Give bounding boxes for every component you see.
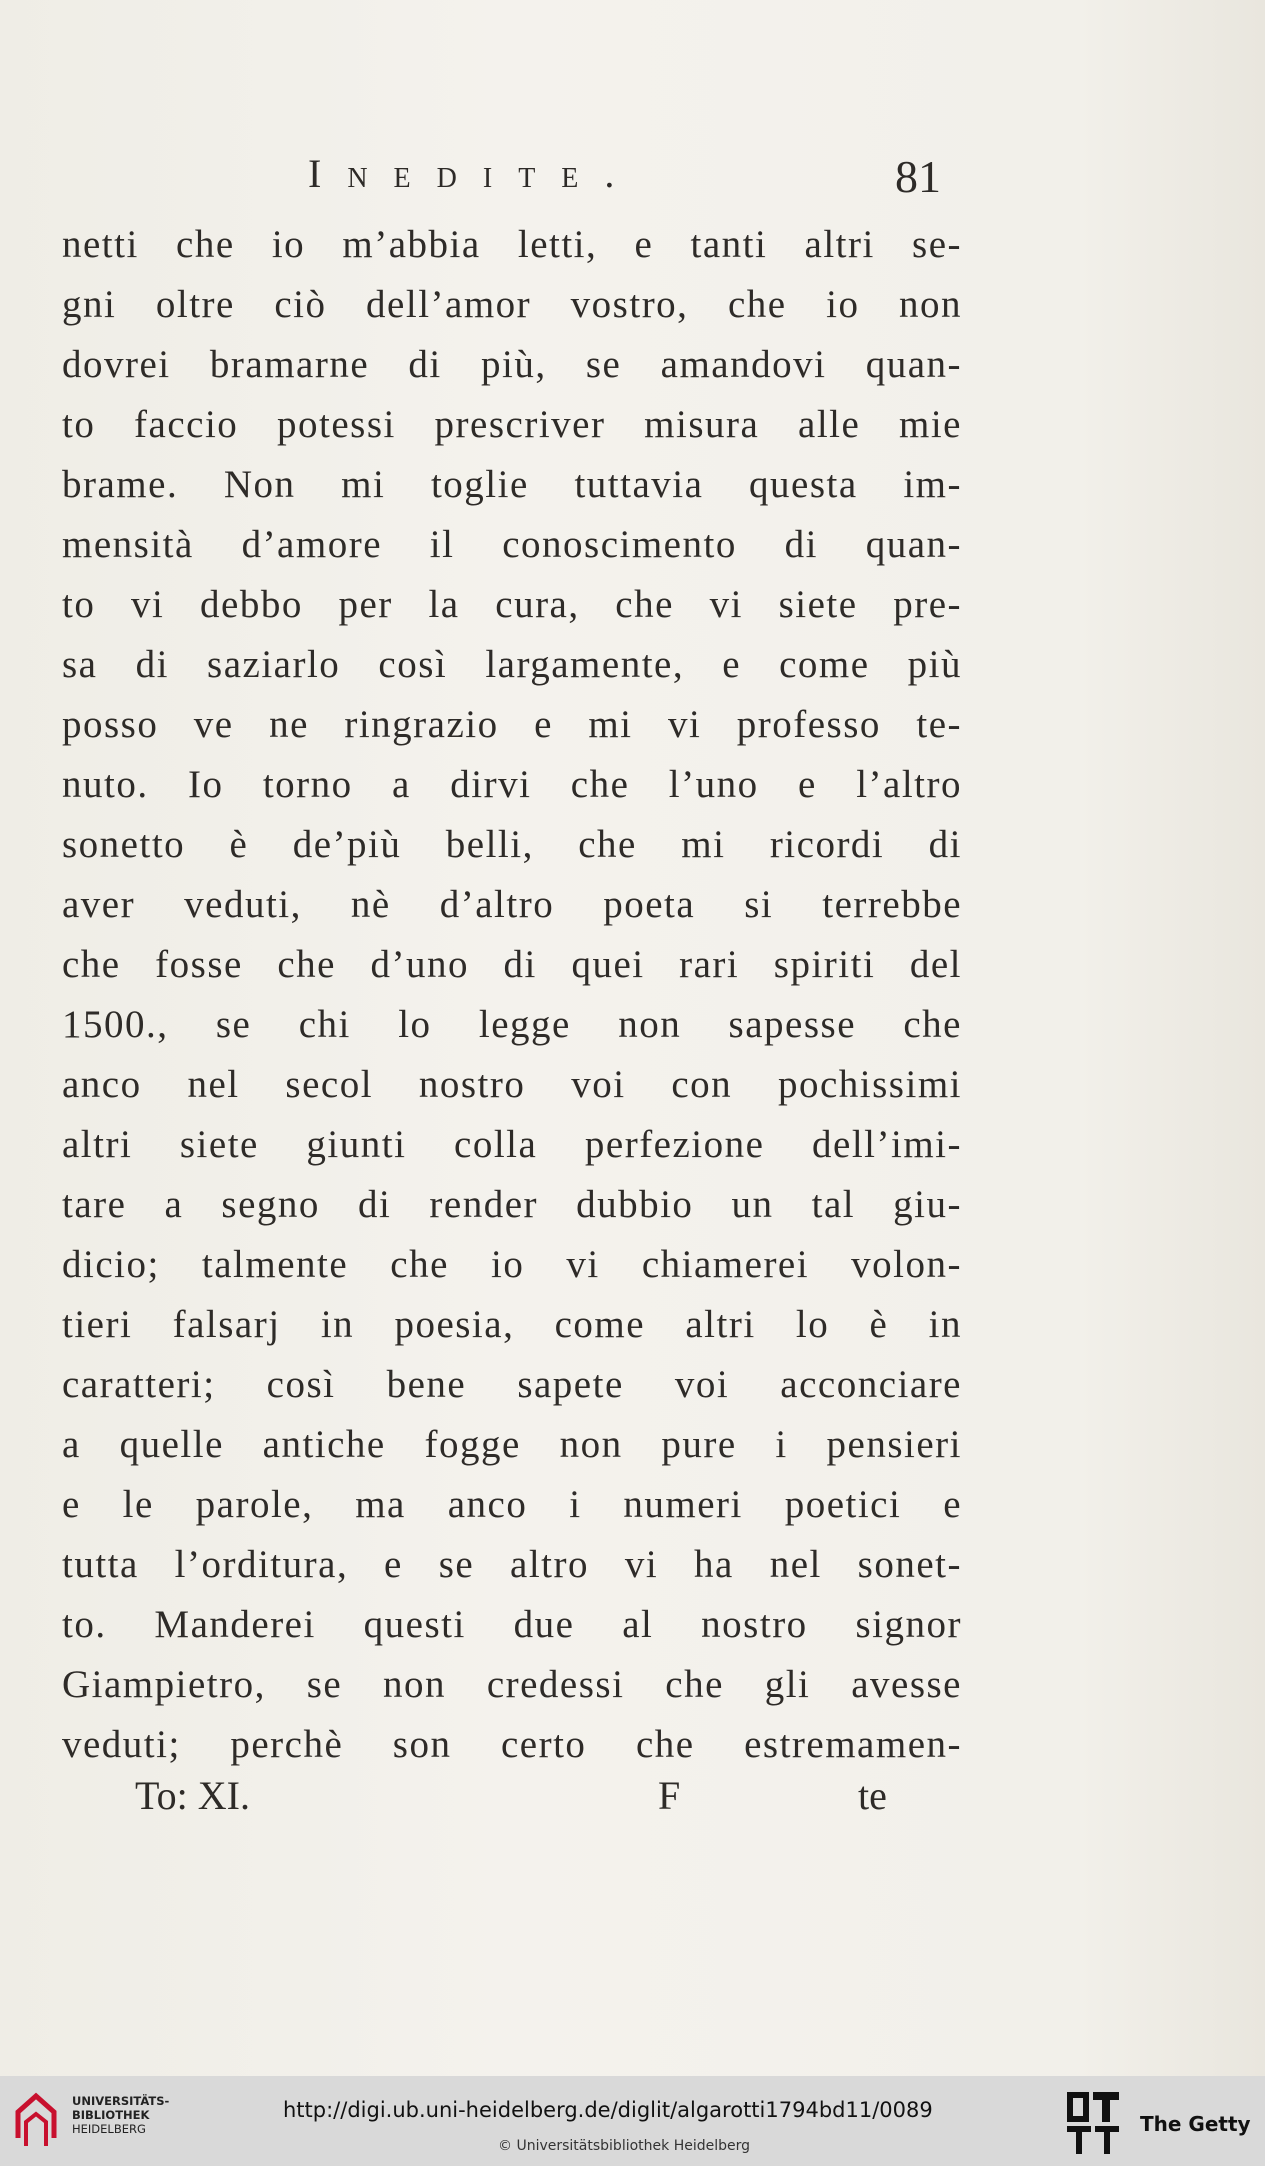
- text-line: dovrei bramarne di più, se amandovi quan-: [62, 343, 962, 386]
- university-library-logo-icon: [12, 2088, 62, 2154]
- body-text: [62, 215, 962, 1775]
- text-line: brame. Non mi toglie tuttavia questa im-: [62, 463, 962, 506]
- text-line: 1500., se chi lo legge non sapesse che: [62, 1003, 962, 1046]
- text-line: tare a segno di render dubbio un tal giu-: [62, 1183, 962, 1226]
- text-line: altri siete giunti colla perfezione dell’imi-: [62, 1123, 962, 1166]
- text-line: gni oltre ciò dell’amor vostro, che io non: [62, 283, 962, 326]
- library-name-line: UNIVERSITÄTS-: [72, 2094, 170, 2108]
- viewer-footer: [0, 2076, 1265, 2166]
- text-line: posso ve ne ringrazio e mi vi professo te-: [62, 703, 962, 746]
- text-line: nuto. Io torno a dirvi che l’uno e l’altro: [62, 763, 962, 806]
- text-line: sonetto è de’più belli, che mi ricordi di: [62, 823, 962, 866]
- text-line: to vi debbo per la cura, che vi siete pre-: [62, 583, 962, 626]
- text-line: to. Manderei questi due al nostro signor: [62, 1603, 962, 1646]
- text-line: Giampietro, se non credessi che gli avesse: [62, 1663, 962, 1706]
- partner-name: The Getty: [1140, 2112, 1251, 2136]
- text-line: e le parole, ma anco i numeri poetici e: [62, 1483, 962, 1526]
- catchword: te: [858, 1773, 887, 1818]
- copyright-notice: © Universitätsbibliothek Heidelberg: [498, 2138, 751, 2154]
- text-line: caratteri; così bene sapete voi acconciare: [62, 1363, 962, 1406]
- text-line: aver veduti, nè d’altro poeta si terrebbe: [62, 883, 962, 926]
- text-line: mensità d’amore il conoscimento di quan-: [62, 523, 962, 566]
- getty-logo-icon: [1065, 2090, 1121, 2156]
- text-line: to faccio potessi prescriver misura alle mie: [62, 403, 962, 446]
- text-line: veduti; perchè son certo che estremamen-: [62, 1723, 962, 1766]
- signature-line: [0, 1772, 1265, 1832]
- signature-mark: To: XI.: [135, 1773, 250, 1818]
- text-line: tieri falsarj in poesia, come altri lo è in: [62, 1303, 962, 1346]
- signature-letter: F: [658, 1773, 681, 1818]
- text-line: a quelle antiche fogge non pure i pensieri: [62, 1423, 962, 1466]
- library-name-line: HEIDELBERG: [72, 2122, 146, 2136]
- text-line: tutta l’orditura, e se altro vi ha nel sonet-: [62, 1543, 962, 1586]
- library-name-line: BIBLIOTHEK: [72, 2108, 150, 2122]
- text-line: anco nel secol nostro voi con pochissimi: [62, 1063, 962, 1106]
- text-line: sa di saziarlo così largamente, e come più: [62, 643, 962, 686]
- library-name: [72, 2094, 169, 2136]
- page-number: 81: [895, 151, 941, 202]
- running-head-title: Inedite.: [308, 151, 641, 196]
- running-head: [0, 150, 1265, 210]
- text-line: netti che io m’abbia letti, e tanti altri se-: [62, 223, 962, 266]
- permalink-url[interactable]: http://digi.ub.uni-heidelberg.de/diglit/algarotti1794bd11/0089: [283, 2098, 933, 2122]
- text-line: che fosse che d’uno di quei rari spiriti del: [62, 943, 962, 986]
- text-line: dicio; talmente che io vi chiamerei volon-: [62, 1243, 962, 1286]
